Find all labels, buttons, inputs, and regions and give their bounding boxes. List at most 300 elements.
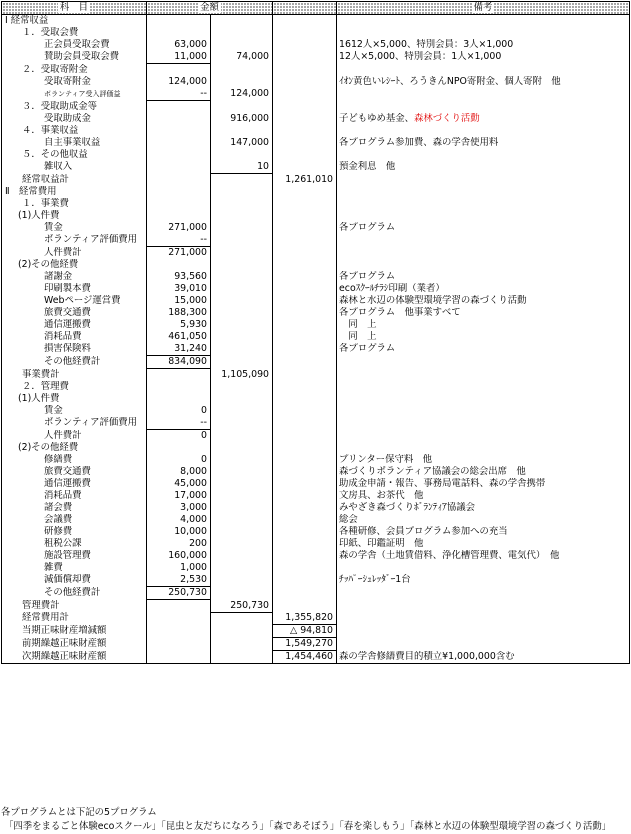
row-note <box>337 234 630 247</box>
amount-c3 <box>273 405 337 417</box>
amount-c1: 2,530 <box>147 574 211 587</box>
amount-c3 <box>273 381 337 393</box>
amount-c2 <box>211 651 273 664</box>
row-label: 人件費計 <box>2 247 147 260</box>
row-note <box>337 222 630 234</box>
note-text: 子どもゆめ基金、 <box>339 113 415 124</box>
table-row <box>2 64 630 77</box>
amount-c1: 8,000 <box>147 466 211 478</box>
row-label: 経常費用計 <box>2 612 147 625</box>
amount-c2 <box>211 574 273 587</box>
amount-c3 <box>273 186 337 198</box>
amount-c2 <box>211 490 273 502</box>
note-text: 文房具、お茶代 他 <box>339 490 424 501</box>
amount-c1: 63,000 <box>147 39 211 51</box>
row-note <box>337 651 630 664</box>
row-note <box>337 430 630 443</box>
amount-c3 <box>273 271 337 283</box>
table-row <box>2 612 630 625</box>
header-item: 科 目 <box>2 2 147 15</box>
amount-c2 <box>211 125 273 137</box>
amount-c3 <box>273 562 337 574</box>
amount-c1 <box>147 101 211 114</box>
table-row <box>2 502 630 514</box>
row-label: ２．管理費 <box>2 381 147 393</box>
note-text: 印紙、印鑑証明 他 <box>339 538 424 549</box>
amount-c3 <box>273 234 337 247</box>
amount-c3 <box>273 88 337 101</box>
amount-c2 <box>211 466 273 478</box>
table-row <box>2 356 630 369</box>
amount-c1 <box>147 174 211 187</box>
amount-c2 <box>211 550 273 562</box>
footnote-title: 各プログラムとは下記の5プログラム <box>1 807 157 818</box>
header-note: 備考 <box>337 2 630 15</box>
row-label: 雑収入 <box>2 161 147 174</box>
row-label: (1)人件費 <box>2 210 147 222</box>
note-text: 森づくりボランティア協議会の総会出席 他 <box>339 466 526 477</box>
amount-c3 <box>273 490 337 502</box>
amount-c2: 10 <box>211 161 273 174</box>
row-label: その他経費計 <box>2 356 147 369</box>
row-label: 賃金 <box>2 405 147 417</box>
row-note <box>337 574 630 587</box>
amount-c2 <box>211 259 273 271</box>
row-label: 自主事業収益 <box>2 137 147 149</box>
note-text: 森の学舎（土地賃借料、浄化槽管理費、電気代） 他 <box>339 550 560 561</box>
table-row <box>2 587 630 600</box>
amount-c2 <box>211 271 273 283</box>
amount-c3 <box>273 247 337 260</box>
table-row <box>2 198 630 210</box>
amount-c3: △ 94,810 <box>273 625 337 638</box>
row-note <box>337 149 630 161</box>
table-row <box>2 186 630 198</box>
table-row <box>2 39 630 51</box>
amount-c2 <box>211 210 273 222</box>
table-row <box>2 550 630 562</box>
amount-c3 <box>273 502 337 514</box>
table-row <box>2 600 630 613</box>
amount-c1: 250,730 <box>147 587 211 600</box>
row-note <box>337 27 630 39</box>
table-row <box>2 125 630 137</box>
amount-c1 <box>147 186 211 198</box>
row-note <box>337 198 630 210</box>
amount-c1: 834,090 <box>147 356 211 369</box>
row-label: Webページ運営費 <box>2 295 147 307</box>
row-label: ５．その他収益 <box>2 149 147 161</box>
row-label: 次期繰越正味財産額 <box>2 651 147 664</box>
note-text: 各プログラム <box>339 271 396 282</box>
row-note <box>337 562 630 574</box>
row-note <box>337 538 630 550</box>
row-label: 旅費交通費 <box>2 307 147 319</box>
amount-c2: 250,730 <box>211 600 273 613</box>
table-row <box>2 88 630 101</box>
amount-c1: 3,000 <box>147 502 211 514</box>
amount-c3 <box>273 27 337 39</box>
table-row <box>2 638 630 651</box>
amount-c2 <box>211 186 273 198</box>
amount-c2 <box>211 295 273 307</box>
row-label: 租税公課 <box>2 538 147 550</box>
amount-c2 <box>211 101 273 114</box>
row-label: 消耗品費 <box>2 331 147 343</box>
row-label: 受取助成金 <box>2 113 147 125</box>
row-label: 正会員受取会費 <box>2 39 147 51</box>
amount-c2 <box>211 430 273 443</box>
amount-c3 <box>273 550 337 562</box>
amount-c2 <box>211 393 273 405</box>
amount-c3 <box>273 600 337 613</box>
amount-c2 <box>211 405 273 417</box>
table-row <box>2 149 630 161</box>
table-row <box>2 466 630 478</box>
amount-c1: 17,000 <box>147 490 211 502</box>
row-note <box>337 101 630 114</box>
table-row <box>2 161 630 174</box>
amount-c1: 0 <box>147 430 211 443</box>
row-note <box>337 259 630 271</box>
amount-c1 <box>147 27 211 39</box>
amount-c1 <box>147 442 211 454</box>
table-row <box>2 454 630 466</box>
amount-c3 <box>273 113 337 125</box>
row-note <box>337 39 630 51</box>
amount-c1 <box>147 137 211 149</box>
amount-c1: -- <box>147 417 211 430</box>
amount-c3: 1,454,460 <box>273 651 337 664</box>
row-note <box>337 502 630 514</box>
note-text: 同 上 <box>339 331 377 342</box>
row-label: ２．受取寄附金 <box>2 64 147 77</box>
amount-c3 <box>273 454 337 466</box>
amount-c1 <box>147 369 211 382</box>
row-note <box>337 271 630 283</box>
row-note <box>337 638 630 651</box>
row-note <box>337 283 630 295</box>
row-label: 諸謝金 <box>2 271 147 283</box>
table-row <box>2 562 630 574</box>
row-label: 賛助会員受取会費 <box>2 51 147 64</box>
amount-c3 <box>273 259 337 271</box>
amount-c1 <box>147 113 211 125</box>
note-text: 森の学舎修繕費目的積立¥1,000,000含む <box>339 650 515 662</box>
table-row <box>2 331 630 343</box>
amount-c1: 4,000 <box>147 514 211 526</box>
table-row <box>2 430 630 443</box>
row-note <box>337 15 630 28</box>
amount-c3 <box>273 356 337 369</box>
row-note <box>337 478 630 490</box>
amount-c2 <box>211 638 273 651</box>
row-label: (1)人件費 <box>2 393 147 405</box>
table-row <box>2 307 630 319</box>
row-note <box>337 295 630 307</box>
note-text: 各プログラム参加費、森の学舎使用料 <box>339 137 499 148</box>
amount-c3 <box>273 149 337 161</box>
row-label: 施設管理費 <box>2 550 147 562</box>
amount-c1: 5,930 <box>147 319 211 331</box>
amount-c2: 124,000 <box>211 88 273 101</box>
amount-c2: 147,000 <box>211 137 273 149</box>
row-label: 通信運搬費 <box>2 319 147 331</box>
header-row <box>2 2 630 15</box>
amount-c3 <box>273 198 337 210</box>
amount-c1 <box>147 149 211 161</box>
amount-c1: 124,000 <box>147 76 211 88</box>
table-row <box>2 405 630 417</box>
amount-c1: 188,300 <box>147 307 211 319</box>
row-note <box>337 186 630 198</box>
amount-c3 <box>273 331 337 343</box>
row-note <box>337 88 630 101</box>
amount-c1: -- <box>147 88 211 101</box>
row-note <box>337 587 630 600</box>
table-row <box>2 490 630 502</box>
amount-c2 <box>211 587 273 600</box>
note-text: ｲｵﾝ黄色いﾚｼｰﾄ、ろうきんNPO寄附金、個人寄附 他 <box>339 76 561 87</box>
row-label: 受取寄附金 <box>2 76 147 88</box>
note-text: 預金利息 他 <box>339 161 396 173</box>
row-note <box>337 466 630 478</box>
table-row <box>2 319 630 331</box>
row-label: ボランティア受入評価益 <box>2 88 147 101</box>
table-row <box>2 210 630 222</box>
row-note <box>337 417 630 430</box>
table-row <box>2 113 630 125</box>
row-label: 前期繰越正味財産額 <box>2 638 147 651</box>
table-row <box>2 15 630 28</box>
amount-c2 <box>211 234 273 247</box>
row-note <box>337 343 630 356</box>
row-label: (2)その他経費 <box>2 259 147 271</box>
row-note <box>337 600 630 613</box>
amount-c1 <box>147 161 211 174</box>
amount-c2 <box>211 625 273 638</box>
amount-c2 <box>211 502 273 514</box>
amount-c1 <box>147 638 211 651</box>
table-row <box>2 538 630 550</box>
note-text: 各プログラム <box>339 222 396 233</box>
row-note <box>337 356 630 369</box>
amount-c2 <box>211 76 273 88</box>
amount-c2 <box>211 319 273 331</box>
row-label: 修繕費 <box>2 454 147 466</box>
table-row <box>2 514 630 526</box>
row-note <box>337 161 630 174</box>
amount-c2 <box>211 198 273 210</box>
note-text: 12人×5,000、特別会員：1人×1,000 <box>339 51 502 63</box>
amount-c3: 1,261,010 <box>273 174 337 187</box>
row-label: 事業費計 <box>2 369 147 382</box>
row-label: 旅費交通費 <box>2 466 147 478</box>
amount-c3 <box>273 442 337 454</box>
amount-c3 <box>273 526 337 538</box>
row-note <box>337 307 630 319</box>
amount-c3 <box>273 283 337 295</box>
amount-c1: 1,000 <box>147 562 211 574</box>
amount-c3 <box>273 161 337 174</box>
table-row <box>2 283 630 295</box>
amount-c3 <box>273 51 337 64</box>
amount-c3: 1,549,270 <box>273 638 337 651</box>
amount-c2 <box>211 307 273 319</box>
amount-c1: 0 <box>147 405 211 417</box>
amount-c2 <box>211 478 273 490</box>
table-row <box>2 51 630 64</box>
row-label: 損害保険料 <box>2 343 147 356</box>
row-note <box>337 550 630 562</box>
amount-c1 <box>147 612 211 625</box>
row-note <box>337 51 630 64</box>
table-row <box>2 381 630 393</box>
header-amount: 金額 <box>147 2 273 15</box>
amount-c2 <box>211 526 273 538</box>
amount-c2 <box>211 15 273 28</box>
table-row <box>2 271 630 283</box>
amount-c3 <box>273 393 337 405</box>
note-text: ecoｽｸｰﾙﾁﾗｼ印刷（業者） <box>339 283 445 294</box>
row-label: ３．受取助成金等 <box>2 101 147 114</box>
amount-c1 <box>147 15 211 28</box>
amount-c1: 39,010 <box>147 283 211 295</box>
amount-c2 <box>211 514 273 526</box>
row-note <box>337 526 630 538</box>
row-note <box>337 405 630 417</box>
row-label: 経常収益計 <box>2 174 147 187</box>
row-label: Ⅱ 経常費用 <box>2 186 147 198</box>
amount-c2 <box>211 454 273 466</box>
amount-c1: 11,000 <box>147 51 211 64</box>
amount-c1: 45,000 <box>147 478 211 490</box>
amount-c2 <box>211 356 273 369</box>
table-row <box>2 27 630 39</box>
table-row <box>2 174 630 187</box>
header-blank <box>273 2 337 15</box>
row-label: その他経費計 <box>2 587 147 600</box>
amount-c3 <box>273 319 337 331</box>
note-text: ﾁｯﾊﾟｰｼｭﾚｯﾀﾞｰ1台 <box>339 574 411 586</box>
amount-c2 <box>211 538 273 550</box>
row-label: 印刷製本費 <box>2 283 147 295</box>
amount-c1 <box>147 381 211 393</box>
amount-c2 <box>211 39 273 51</box>
amount-c3 <box>273 478 337 490</box>
row-label: (2)その他経費 <box>2 442 147 454</box>
row-note <box>337 454 630 466</box>
amount-c2 <box>211 174 273 187</box>
row-note <box>337 137 630 149</box>
row-note <box>337 331 630 343</box>
amount-c1 <box>147 198 211 210</box>
note-text: 森林と水辺の体験型環境学習の森づくり活動 <box>339 295 527 306</box>
amount-c1 <box>147 600 211 613</box>
row-note <box>337 442 630 454</box>
amount-c2 <box>211 442 273 454</box>
row-label: 当期正味財産増減額 <box>2 625 147 638</box>
row-label: 減価償却費 <box>2 574 147 587</box>
amount-c1 <box>147 259 211 271</box>
note-text: みやざき森づくりﾎﾞﾗﾝﾃｨｱ協議会 <box>339 502 475 513</box>
amount-c3 <box>273 222 337 234</box>
table-row <box>2 526 630 538</box>
note-text: プリンター保守料 他 <box>339 454 433 465</box>
amount-c2 <box>211 343 273 356</box>
amount-c2 <box>211 612 273 625</box>
note-text: 各プログラム 他事業すべて <box>339 307 461 318</box>
row-note <box>337 174 630 187</box>
note-text: 同 上 <box>339 319 377 330</box>
table-row <box>2 651 630 664</box>
amount-c2 <box>211 149 273 161</box>
note-text: 1612人×5,000、特別会員：3人×1,000 <box>339 39 514 50</box>
row-note <box>337 319 630 331</box>
table-row <box>2 76 630 88</box>
amount-c3 <box>273 514 337 526</box>
amount-c3 <box>273 39 337 51</box>
row-label: 雑費 <box>2 562 147 574</box>
amount-c3 <box>273 417 337 430</box>
row-label: 研修費 <box>2 526 147 538</box>
amount-c2: 916,000 <box>211 113 273 125</box>
row-label: 会議費 <box>2 514 147 526</box>
table-row <box>2 442 630 454</box>
table-row <box>2 393 630 405</box>
amount-c1 <box>147 125 211 137</box>
amount-c2 <box>211 381 273 393</box>
amount-c2 <box>211 283 273 295</box>
activity-statement-table <box>1 1 630 664</box>
amount-c2 <box>211 247 273 260</box>
row-label: 通信運搬費 <box>2 478 147 490</box>
table-row <box>2 417 630 430</box>
amount-c3 <box>273 125 337 137</box>
table-row <box>2 574 630 587</box>
table-row <box>2 369 630 382</box>
amount-c3 <box>273 15 337 28</box>
table-row <box>2 625 630 638</box>
row-note <box>337 247 630 260</box>
row-note <box>337 381 630 393</box>
amount-c2 <box>211 331 273 343</box>
note-text: 総会 <box>339 514 358 525</box>
amount-c1: 160,000 <box>147 550 211 562</box>
amount-c3 <box>273 307 337 319</box>
amount-c1: 271,000 <box>147 247 211 260</box>
row-note <box>337 113 630 125</box>
amount-c1: -- <box>147 234 211 247</box>
amount-c2 <box>211 64 273 77</box>
table-row <box>2 137 630 149</box>
row-note <box>337 625 630 638</box>
note-text: 各種研修、会員プログラム参加への充当 <box>339 526 508 537</box>
row-label: 諸会費 <box>2 502 147 514</box>
row-label: Ⅰ 経常収益 <box>2 15 147 28</box>
table-row <box>2 234 630 247</box>
row-note <box>337 76 630 88</box>
amount-c1: 93,560 <box>147 271 211 283</box>
row-label: 賃金 <box>2 222 147 234</box>
amount-c1 <box>147 625 211 638</box>
amount-c1: 461,050 <box>147 331 211 343</box>
row-note <box>337 64 630 77</box>
amount-c3 <box>273 343 337 356</box>
amount-c1 <box>147 651 211 664</box>
row-label: 人件費計 <box>2 430 147 443</box>
amount-c1: 15,000 <box>147 295 211 307</box>
